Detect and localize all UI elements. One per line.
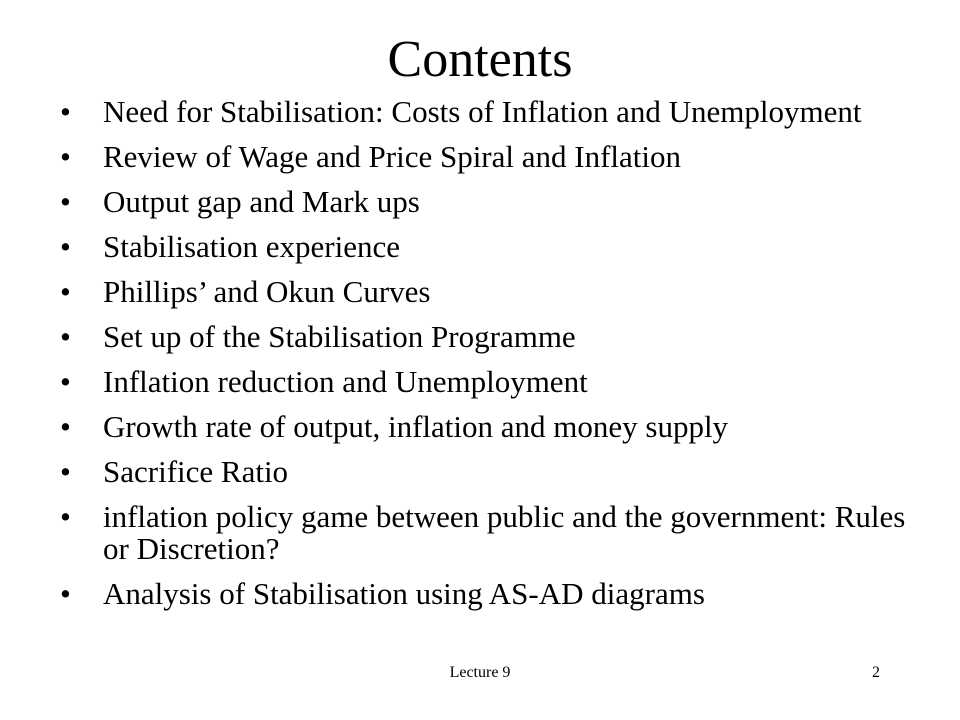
- bullet-item: [60, 501, 920, 565]
- bullet-icon: •: [60, 184, 71, 219]
- bullet-text: Set up of the Stabilisation Programme: [103, 319, 576, 354]
- bullet-text: inflation policy game between public and the government: Rules or Discretion?: [103, 499, 906, 566]
- bullet-text: Stabilisation experience: [103, 229, 400, 264]
- bullet-text: Review of Wage and Price Spiral and Inflation: [103, 139, 682, 174]
- bullet-icon: •: [60, 94, 71, 129]
- bullet-text: Inflation reduction and Unemployment: [103, 364, 588, 399]
- bullet-text: Sacrifice Ratio: [103, 454, 289, 489]
- bullet-text: Growth rate of output, inflation and money supply: [103, 409, 729, 444]
- bullet-item: [60, 578, 920, 610]
- bullet-text: Analysis of Stabilisation using AS-AD diagrams: [103, 576, 705, 611]
- footer-lecture-label: Lecture 9: [449, 664, 511, 681]
- bullet-icon: •: [60, 139, 71, 174]
- bullet-item: [60, 231, 920, 263]
- bullet-icon: •: [60, 319, 71, 354]
- bullet-text: Phillips’ and Okun Curves: [103, 274, 431, 309]
- bullet-item: [60, 321, 920, 353]
- bullet-item: [60, 366, 920, 398]
- bullet-icon: •: [60, 364, 71, 399]
- bullet-icon: •: [60, 409, 71, 444]
- bullet-item: [60, 411, 920, 443]
- bullet-item: [60, 456, 920, 488]
- bullet-icon: •: [60, 499, 71, 534]
- bullet-icon: •: [60, 229, 71, 264]
- bullet-item: [60, 141, 920, 173]
- bullet-item: [60, 96, 920, 128]
- bullet-text: Need for Stabilisation: Costs of Inflation and Unemployment: [103, 94, 862, 129]
- slide-title: Contents: [387, 31, 573, 88]
- slide-page-number: 2: [872, 664, 880, 681]
- bullet-item: [60, 186, 920, 218]
- bullet-text: Output gap and Mark ups: [103, 184, 420, 219]
- bullet-item: [60, 276, 920, 308]
- bullet-list: [60, 96, 920, 623]
- bullet-icon: •: [60, 576, 71, 611]
- bullet-icon: •: [60, 454, 71, 489]
- bullet-icon: •: [60, 274, 71, 309]
